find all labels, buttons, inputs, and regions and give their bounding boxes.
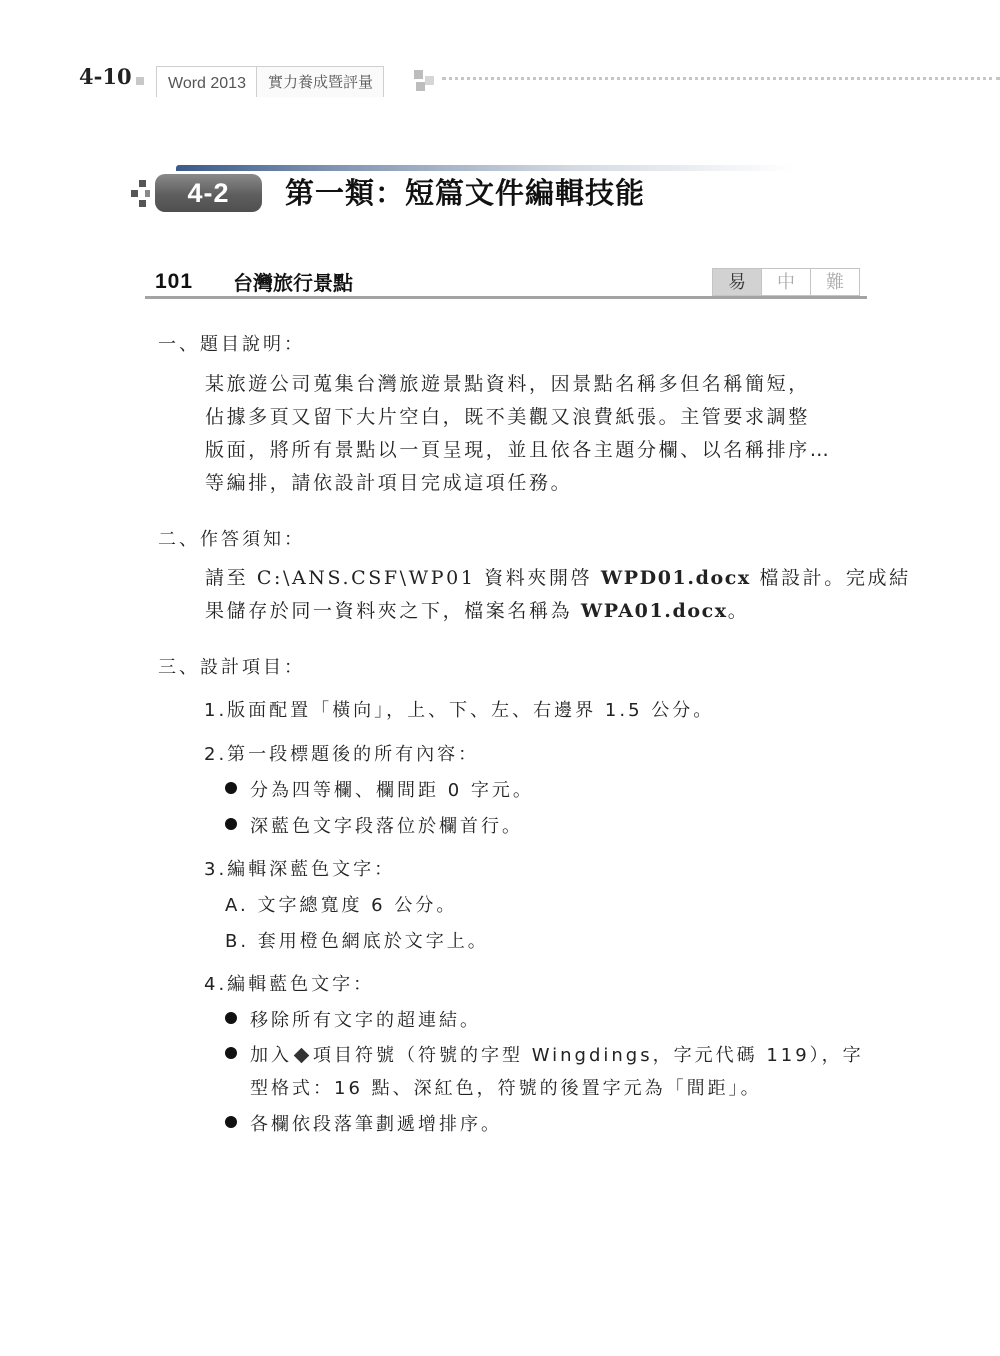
design-item-3-a: A. 文字總寬度 6 公分。 — [225, 895, 458, 916]
running-header — [156, 66, 384, 97]
design-item-1: 1.版面配置「橫向」，上、下、左、右邊界 1.5 公分。 — [204, 700, 715, 721]
section-title: 第一類：短篇文件編輯技能 — [285, 176, 646, 210]
book-subtitle: 實力養成暨評量 — [256, 67, 383, 97]
bullet-icon — [225, 1012, 237, 1024]
section-number-badge: 4-2 — [155, 174, 262, 212]
design-item-2-bullet-2: 深藍色文字段落位於欄首行。 — [250, 816, 523, 837]
instructions-line — [205, 562, 911, 595]
section-squares-icon — [131, 180, 151, 208]
description-paragraph — [205, 368, 831, 500]
problem-title: 台灣旅行景點 — [233, 271, 353, 295]
design-item-3: 3.編輯深藍色文字： — [204, 859, 396, 880]
design-item-4-bullet-1: 移除所有文字的超連結。 — [250, 1010, 481, 1031]
description-line: 佔據多頁又留下大片空白，既不美觀又浪費紙張。主管要求調整 — [205, 406, 810, 428]
text: 資料夾開啓 — [475, 567, 601, 589]
bullet-icon — [225, 782, 237, 794]
source-file-name: WPD01.docx — [600, 567, 751, 589]
problem-heading-rule — [145, 296, 867, 299]
page-number: 4-10 — [79, 64, 132, 89]
header-dotted-rule — [442, 77, 1000, 84]
bullet-icon — [225, 818, 237, 830]
design-item-4-bullet-2-cont: 型格式：16 點、深紅色，符號的後置字元為「間距」。 — [250, 1078, 762, 1099]
heading-description: 一、題目說明： — [158, 334, 305, 355]
design-item-4-bullet-3: 各欄依段落筆劃遞增排序。 — [250, 1114, 502, 1135]
design-item-3-b: B. 套用橙色網底於文字上。 — [225, 931, 489, 952]
design-item-4: 4.編輯藍色文字： — [204, 974, 375, 995]
instructions-paragraph — [205, 562, 911, 628]
header-squares-icon — [414, 70, 436, 92]
difficulty-hard: 難 — [810, 269, 859, 295]
text: 果儲存於同一資料夾之下，檔案名稱為 — [205, 600, 581, 622]
bullet-icon — [225, 1116, 237, 1128]
difficulty-scale — [712, 268, 860, 296]
text: 。 — [727, 600, 750, 622]
description-line: 版面，將所有景點以一頁呈現，並且依各主題分欄、以名稱排序… — [205, 439, 832, 461]
text: 加入 — [250, 1045, 292, 1066]
text: 檔設計。完成結 — [750, 567, 911, 589]
description-line: 等編排，請依設計項目完成這項任務。 — [205, 472, 573, 494]
diamond-bullet-icon — [294, 1047, 310, 1063]
text: 請至 — [205, 567, 257, 589]
answer-file-name: WPA01.docx — [580, 600, 728, 622]
bullet-icon — [225, 1047, 237, 1059]
design-item-2-bullet-1: 分為四等欄、欄間距 0 字元。 — [250, 780, 534, 801]
book-title: Word 2013 — [168, 75, 246, 92]
difficulty-medium: 中 — [761, 269, 810, 295]
instructions-line — [205, 595, 911, 628]
problem-number: 101 — [155, 270, 194, 293]
difficulty-easy: 易 — [713, 269, 761, 295]
text: 項目符號（符號的字型 Wingdings，字元代碼 119），字 — [313, 1045, 864, 1066]
heading-design-items: 三、設計項目： — [158, 657, 305, 678]
description-line: 某旅遊公司蒐集台灣旅遊景點資料，因景點名稱多但名稱簡短， — [205, 373, 810, 395]
folder-path: C:\ANS.CSF\WP01 — [256, 567, 476, 589]
heading-instructions: 二、作答須知： — [158, 529, 305, 550]
design-item-2: 2.第一段標題後的所有內容： — [204, 744, 480, 765]
design-item-4-bullet-2 — [250, 1041, 864, 1067]
header-square-icon — [136, 77, 144, 85]
